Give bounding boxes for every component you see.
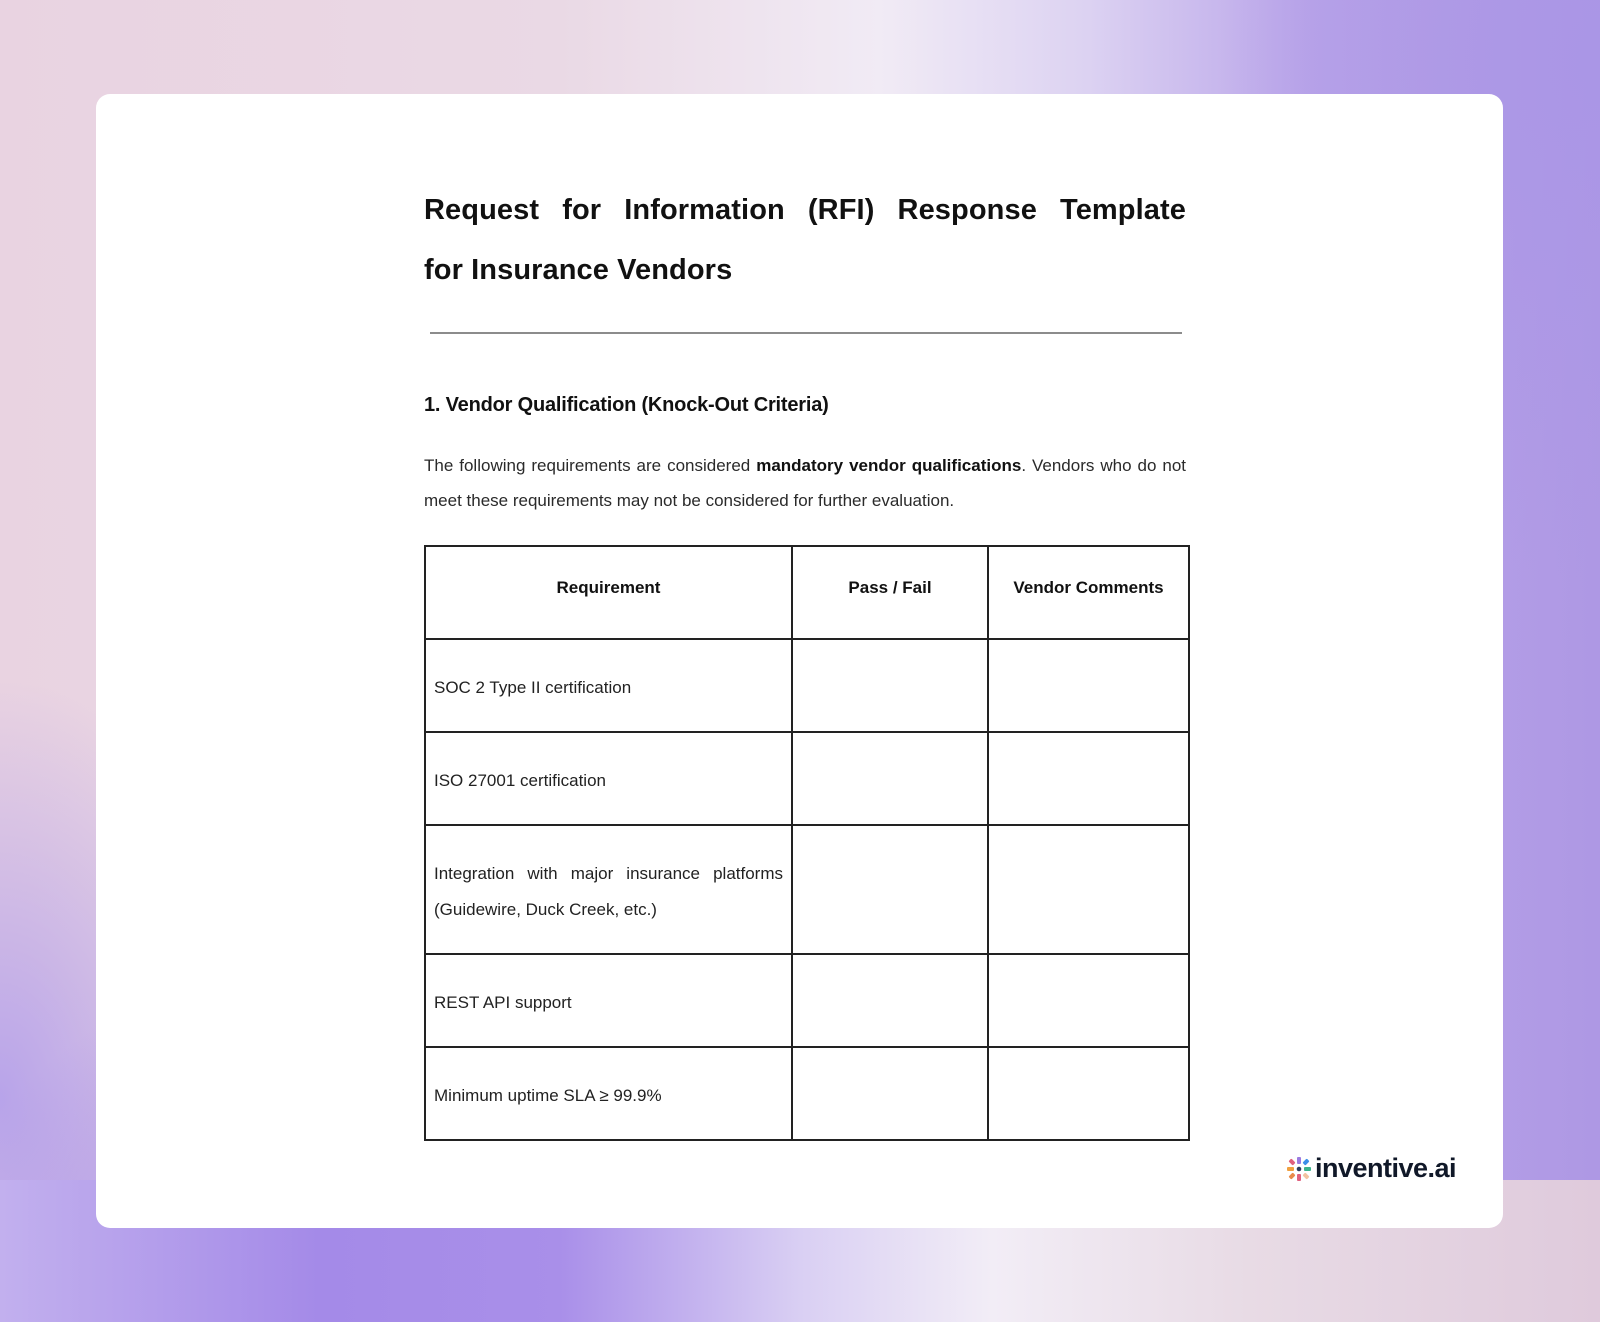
vendor-comments-cell[interactable] <box>988 639 1189 732</box>
requirement-cell: REST API support <box>425 954 792 1047</box>
pass-fail-cell[interactable] <box>792 732 988 825</box>
section-heading: 1. Vendor Qualification (Knock-Out Criteria) <box>424 394 829 416</box>
requirement-cell: ISO 27001 certification <box>425 732 792 825</box>
section-intro-paragraph <box>424 448 1186 518</box>
pass-fail-cell[interactable] <box>792 954 988 1047</box>
column-header-requirement: Requirement <box>425 546 792 639</box>
vendor-comments-cell[interactable] <box>988 732 1189 825</box>
table-row <box>425 732 1189 825</box>
pass-fail-cell[interactable] <box>792 1047 988 1140</box>
horizontal-divider <box>430 332 1182 334</box>
table-header-row <box>425 546 1189 639</box>
vendor-comments-cell[interactable] <box>988 825 1189 954</box>
vendor-comments-cell[interactable] <box>988 954 1189 1047</box>
requirements-table <box>424 545 1190 1141</box>
requirement-cell: Minimum uptime SLA ≥ 99.9% <box>425 1047 792 1140</box>
table-row <box>425 1047 1189 1140</box>
pass-fail-cell[interactable] <box>792 825 988 954</box>
logo-text: inventive.ai <box>1315 1153 1457 1183</box>
column-header-pass-fail: Pass / Fail <box>792 546 988 639</box>
document-title-line-1: Request for Information (RFI) Response Template <box>424 194 1186 226</box>
vendor-comments-cell[interactable] <box>988 1047 1189 1140</box>
intro-text-end: . Vendors who do not meet these requirements may not be considered for further evaluation. <box>424 456 1186 510</box>
table-row <box>425 825 1189 954</box>
table-row <box>425 639 1189 732</box>
inventive-ai-logo <box>1286 1153 1456 1184</box>
sparkle-burst-icon <box>1286 1156 1312 1182</box>
requirement-cell: SOC 2 Type II certification <box>425 639 792 732</box>
document-title-line-2: for Insurance Vendors <box>424 254 733 286</box>
column-header-vendor-comments: Vendor Comments <box>988 546 1189 639</box>
intro-text-start: The following requirements are considered <box>424 456 757 475</box>
document-title <box>424 180 1186 300</box>
pass-fail-cell[interactable] <box>792 639 988 732</box>
document-page <box>424 180 1186 1105</box>
requirement-cell: Integration with major insurance platforms (Guidewire, Duck Creek, etc.) <box>425 825 792 954</box>
table-row <box>425 954 1189 1047</box>
intro-bold-text: mandatory vendor qualifications <box>756 456 1022 475</box>
